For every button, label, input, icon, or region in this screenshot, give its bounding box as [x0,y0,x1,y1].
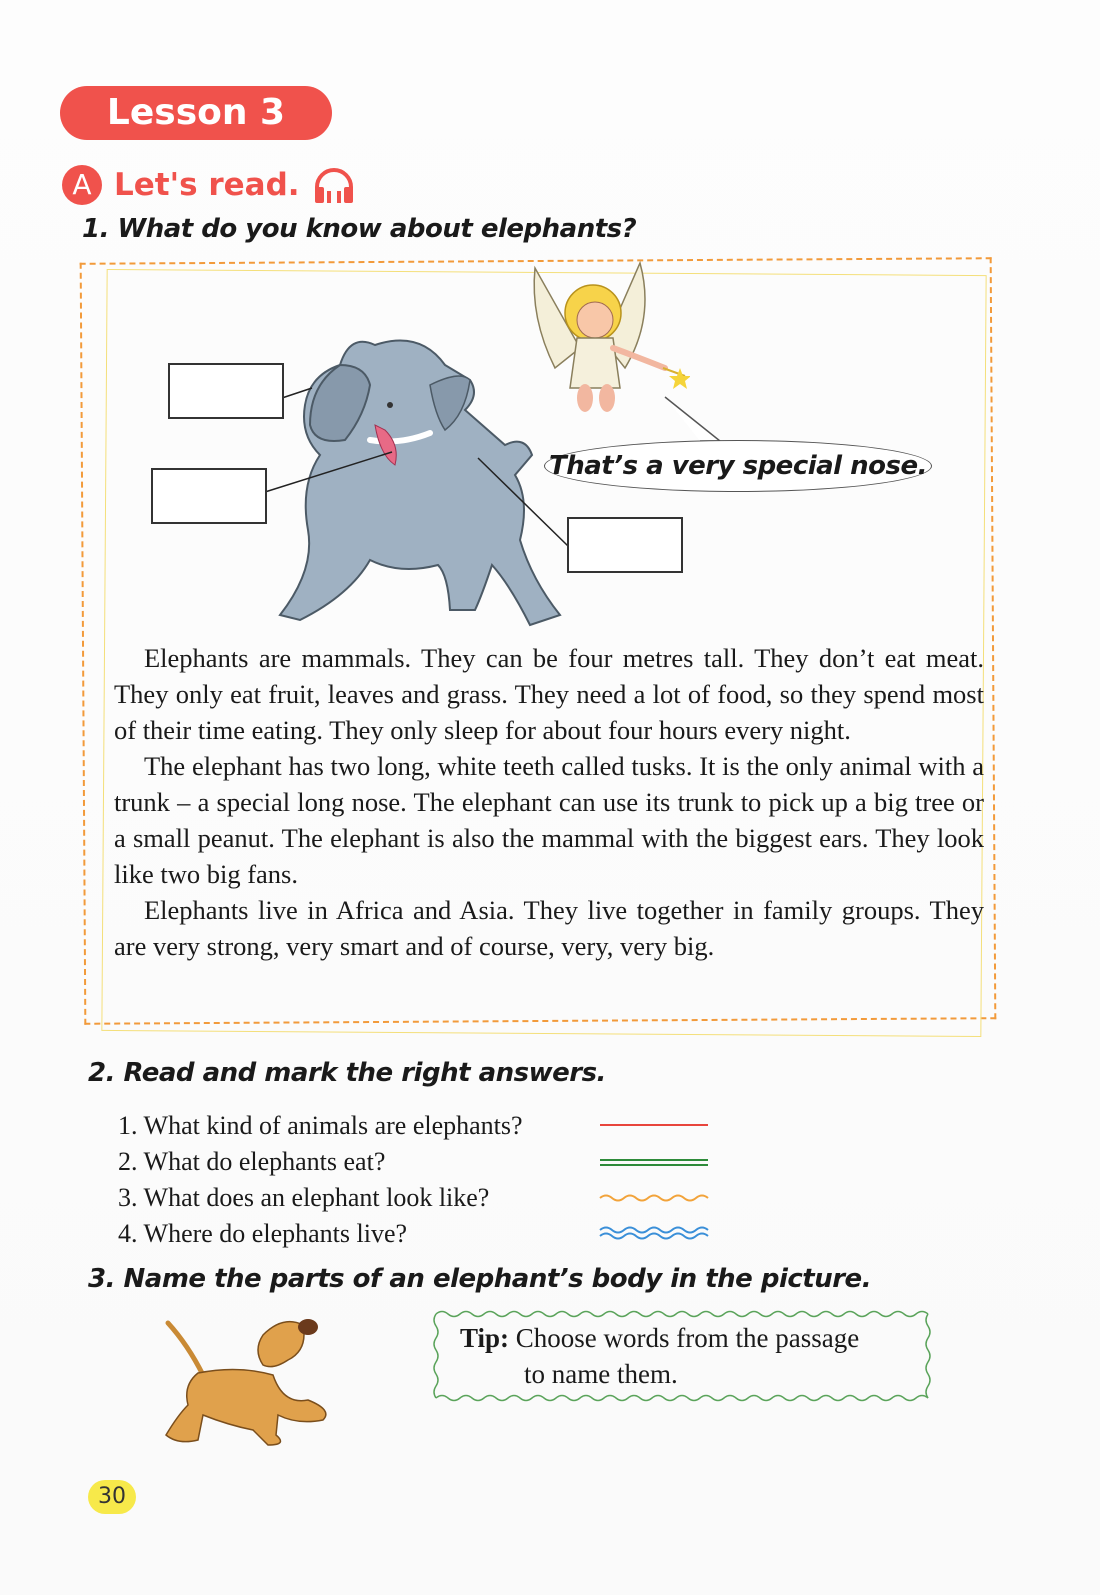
question-item: 4. Where do elephants live? [118,1219,408,1248]
straight-line-mark [598,1112,710,1148]
exercise-2-heading: 2. Read and mark the right answers. [88,1058,606,1088]
label-box-tusk[interactable] [151,468,267,524]
question-item: 2. What do elephants eat? [118,1147,386,1176]
label-box-trunk[interactable] [567,517,683,573]
wavy-line-mark [598,1184,710,1220]
label-box-ear[interactable] [168,363,284,419]
exercise-3-heading: 3. Name the parts of an elephant’s body in the picture. [88,1264,872,1294]
section-title: Let's read. [114,167,300,203]
double-line-mark [598,1148,710,1184]
passage-paragraph: Elephants are mammals. They can be four metres tall. They don’t eat meat. They only eat fruit, leaves and grass. They need a lot of food, so they spend most of their time eating. They only sleep for about four hours every night. [114,643,984,745]
question-list [118,1108,523,1252]
lesson-title: Lesson 3 [60,86,332,140]
passage-paragraph: The elephant has two long, white teeth called tusks. It is the only animal with a trunk – a special long nose. The elephant can use its trunk to pick up a big tree or a small peanut. The elephant is also the mammal with the biggest ears. They look like two big fans. [114,751,984,889]
double-wavy-line-mark [598,1220,710,1256]
tip-label: Tip: [460,1323,510,1353]
passage-paragraph: Elephants live in Africa and Asia. They live together in family groups. They are very strong, very smart and of course, very, very big. [114,895,984,961]
tip-text [460,1320,920,1392]
dog-illustration [158,1315,338,1455]
tip-line-1: Choose words from the passage [515,1323,860,1353]
section-badge: A [62,165,102,205]
exercise-1-heading: 1. What do you know about elephants? [82,214,637,244]
tip-line-2: to name them. [524,1359,678,1389]
reading-passage [114,640,984,964]
question-item: 3. What does an elephant look like? [118,1183,490,1212]
page-number: 30 [88,1480,136,1514]
label-leader-lines [0,0,1100,700]
speech-bubble-text: That’s a very special nose. [548,451,928,481]
mark-legend [598,1112,710,1256]
question-item: 1. What kind of animals are elephants? [118,1111,523,1140]
